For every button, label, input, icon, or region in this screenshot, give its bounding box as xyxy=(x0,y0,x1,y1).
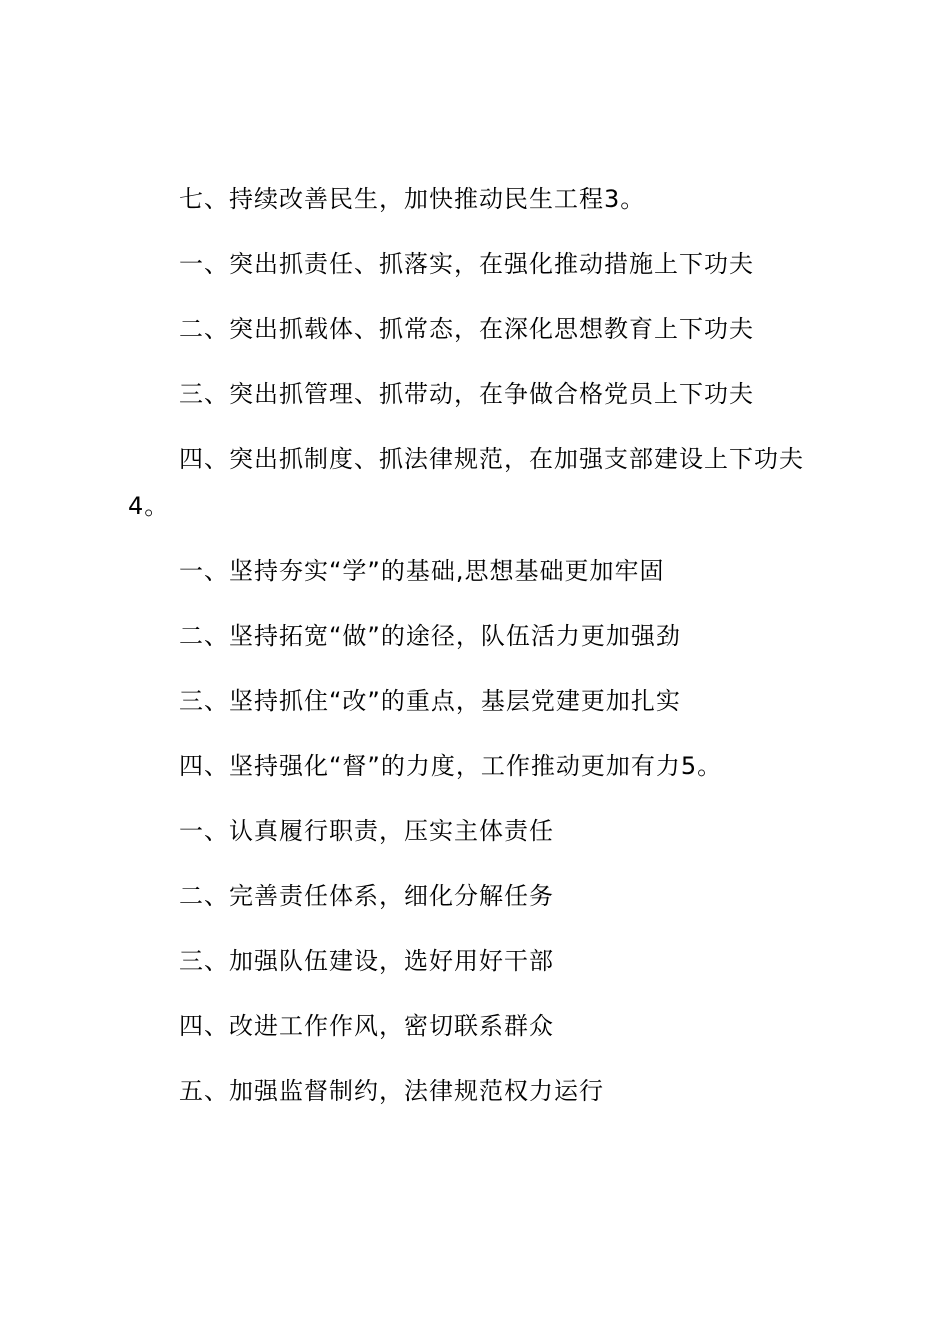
paragraph-wrapped xyxy=(128,443,833,522)
paragraph: 四、改进工作作风，密切联系群众 xyxy=(179,1012,554,1040)
paragraph: 五、加强监督制约，法律规范权力运行 xyxy=(179,1077,604,1105)
paragraph-line: 4。 xyxy=(128,492,170,520)
paragraph: 三、加强队伍建设，选好用好干部 xyxy=(179,947,554,975)
paragraph: 二、突出抓载体、抓常态，在深化思想教育上下功夫 xyxy=(179,315,754,343)
document-body xyxy=(128,183,833,1140)
paragraph: 二、完善责任体系，细化分解任务 xyxy=(179,882,554,910)
paragraph: 一、认真履行职责，压实主体责任 xyxy=(179,817,554,845)
paragraph: 一、坚持夯实“学”的基础,思想基础更加牢固 xyxy=(179,557,665,585)
paragraph: 七、持续改善民生，加快推动民生工程3。 xyxy=(179,185,646,213)
paragraph-line: 四、突出抓制度、抓法律规范，在加强支部建设上下功夫 xyxy=(179,445,804,473)
paragraph: 一、突出抓责任、抓落实，在强化推动措施上下功夫 xyxy=(179,250,754,278)
paragraph: 四、坚持强化“督”的力度，工作推动更加有力5。 xyxy=(179,752,723,780)
paragraph: 二、坚持拓宽“做”的途径，队伍活力更加强劲 xyxy=(179,622,681,650)
paragraph: 三、坚持抓住“改”的重点，基层党建更加扎实 xyxy=(179,687,681,715)
paragraph: 三、突出抓管理、抓带动，在争做合格党员上下功夫 xyxy=(179,380,754,408)
